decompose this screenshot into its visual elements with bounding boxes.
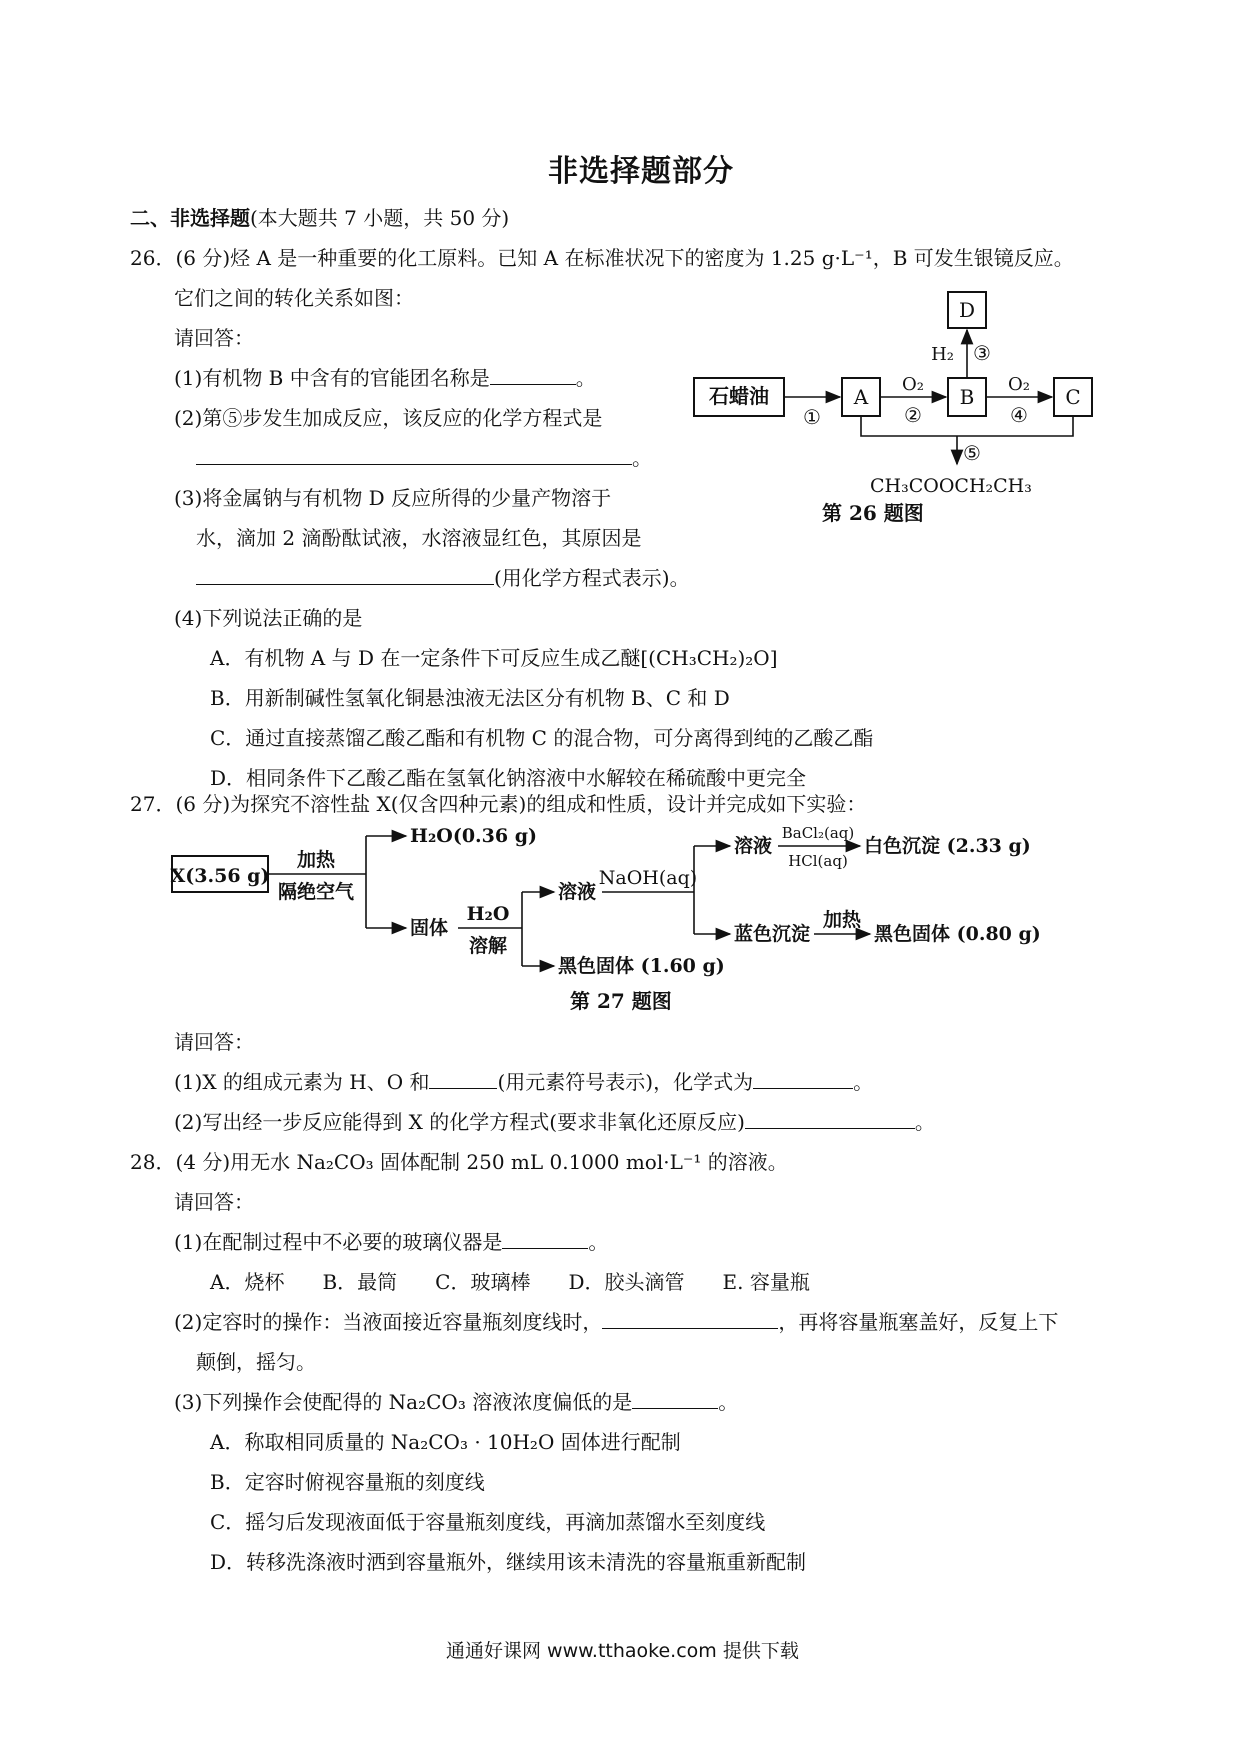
bracket-a-c xyxy=(861,416,1073,436)
q27-part2-text: (2)写出经一步反应能得到 X 的化学方程式(要求非氧化还原反应) xyxy=(174,1110,745,1134)
label-blue: 蓝色沉淀 xyxy=(734,923,811,945)
h2-label: H₂ xyxy=(931,344,954,365)
label-solid: 固体 xyxy=(410,917,449,939)
q27-diagram xyxy=(170,826,1110,1018)
page-title: 非选择题部分 xyxy=(548,154,734,189)
label-white: 白色沉淀 (2.33 g) xyxy=(864,835,1031,857)
q28-part1-options xyxy=(210,1270,810,1294)
q26-part2-answer xyxy=(196,446,652,470)
q26-part2: (2)第⑤步发生加成反应，该反应的化学方程式是 xyxy=(174,406,603,430)
step-5: ⑤ xyxy=(963,441,981,465)
footer-source: 通通好课网 www.tthaoke.com 提供下载 xyxy=(446,1640,799,1662)
q27-part1 xyxy=(174,1070,873,1094)
step-2: ② xyxy=(904,403,922,427)
o2-label-2: O₂ xyxy=(1008,374,1030,395)
q26-diagram xyxy=(690,290,1120,540)
label-b: B xyxy=(959,385,975,409)
period: 。 xyxy=(718,1390,739,1414)
q26-stem-2: 它们之间的转化关系如图： xyxy=(174,286,414,310)
step-4: ④ xyxy=(1010,403,1028,427)
label-product: CH₃COOCH₂CH₃ xyxy=(870,475,1032,497)
label-heat: 加热 xyxy=(296,849,336,871)
label-x: X(3.56 g) xyxy=(170,865,270,887)
q27-part1-text-a: (1)X 的组成元素为 H、O 和 xyxy=(174,1070,430,1094)
answer-blank[interactable] xyxy=(745,1110,915,1129)
q28-option-3a: A．称取相同质量的 Na₂CO₃ · 10H₂O 固体进行配制 xyxy=(210,1430,681,1454)
q28-option-c: C．玻璃棒 xyxy=(435,1270,531,1294)
q28-option-3b: B．定容时俯视容量瓶的刻度线 xyxy=(210,1470,485,1494)
q28-ask: 请回答： xyxy=(174,1190,254,1214)
o2-label-1: O₂ xyxy=(902,374,924,395)
answer-blank[interactable] xyxy=(502,1230,588,1249)
answer-blank[interactable] xyxy=(490,366,576,385)
q28-option-e: E. 容量瓶 xyxy=(722,1270,810,1294)
answer-blank[interactable] xyxy=(602,1310,778,1329)
q26-part3-line2: 水，滴加 2 滴酚酞试液，水溶液显红色，其原因是 xyxy=(196,526,642,550)
period: 。 xyxy=(632,446,652,470)
section-head: 二、非选择题 xyxy=(130,206,250,230)
label-heat2: 加热 xyxy=(822,909,862,931)
label-water: H₂O(0.36 g) xyxy=(410,826,537,847)
period: 。 xyxy=(588,1230,609,1254)
label-h2o: H₂O xyxy=(466,903,510,925)
label-d: D xyxy=(958,298,976,322)
q28-stem: 28．(4 分)用无水 Na₂CO₃ 固体配制 250 mL 0.1000 mol·L⁻¹ 的溶液。 xyxy=(130,1150,788,1174)
answer-blank[interactable] xyxy=(429,1070,497,1089)
diagram-caption: 第 26 题图 xyxy=(822,501,924,525)
q28-part2 xyxy=(174,1310,1058,1334)
label-black2: 黑色固体 (0.80 g) xyxy=(874,923,1041,945)
q26-ask: 请回答： xyxy=(174,326,254,350)
q28-part2-text-a: (2)定容时的操作：当液面接近容量瓶刻度线时， xyxy=(174,1310,603,1334)
section-heading xyxy=(130,206,509,230)
diagram-caption: 第 27 题图 xyxy=(570,989,672,1013)
q27-part2 xyxy=(174,1110,935,1134)
q28-part2-text-b: ，再将容量瓶塞盖好，反复上下 xyxy=(778,1310,1059,1334)
q28-option-d: D．胶头滴管 xyxy=(568,1270,685,1294)
period: 。 xyxy=(914,1110,935,1134)
q26-option-c: C．通过直接蒸馏乙酸乙酯和有机物 C 的混合物，可分离得到纯的乙酸乙酯 xyxy=(210,726,874,750)
label-start: 石蜡油 xyxy=(709,384,769,408)
q28-part1-text: (1)在配制过程中不必要的玻璃仪器是 xyxy=(174,1230,503,1254)
label-no-air: 隔绝空气 xyxy=(277,881,355,903)
q28-option-a: A．烧杯 xyxy=(210,1270,285,1294)
label-a: A xyxy=(853,385,869,409)
label-dissolve: 溶解 xyxy=(468,935,508,957)
answer-blank[interactable] xyxy=(196,446,632,465)
q28-part2-cont: 颠倒，摇匀。 xyxy=(196,1350,316,1374)
step-3: ③ xyxy=(973,341,991,365)
label-solution2: 溶液 xyxy=(734,835,773,857)
section-note: (本大题共 7 小题，共 50 分) xyxy=(250,206,510,230)
period: 。 xyxy=(575,366,596,390)
q26-stem: 26．(6 分)烃 A 是一种重要的化工原料。已知 A 在标准状况下的密度为 1.25 g·L⁻¹，B 可发生银镜反应。 xyxy=(130,246,1074,270)
q28-option-b: B．最筒 xyxy=(322,1270,398,1294)
label-naoh: NaOH(aq) xyxy=(598,867,698,889)
q26-part3-tail: (用化学方程式表示)。 xyxy=(494,566,690,590)
answer-blank[interactable] xyxy=(196,566,494,585)
period: 。 xyxy=(853,1070,874,1094)
q28-part1 xyxy=(174,1230,608,1254)
label-hcl: HCl(aq) xyxy=(788,852,848,870)
label-bacl2: BaCl₂(aq) xyxy=(781,826,855,842)
q28-option-3c: C．摇匀后发现液面低于容量瓶刻度线，再滴加蒸馏水至刻度线 xyxy=(210,1510,766,1534)
step-1: ① xyxy=(803,405,821,429)
q27-part1-text-b: (用元素符号表示)，化学式为 xyxy=(497,1070,754,1094)
q26-option-a: A．有机物 A 与 D 在一定条件下可反应生成乙醚[(CH₃CH₂)₂O] xyxy=(210,646,778,670)
q26-part1-text: (1)有机物 B 中含有的官能团名称是 xyxy=(174,366,490,390)
q27-ask: 请回答： xyxy=(174,1030,254,1054)
answer-blank[interactable] xyxy=(632,1390,718,1409)
q26-part3-line3 xyxy=(196,566,690,590)
q26-part3-line1: (3)将金属钠与有机物 D 反应所得的少量产物溶于 xyxy=(174,486,612,510)
label-black1: 黑色固体 (1.60 g) xyxy=(558,955,725,977)
label-c: C xyxy=(1065,385,1081,409)
q26-part4: (4)下列说法正确的是 xyxy=(174,606,363,630)
q26-option-d: D．相同条件下乙酸乙酯在氢氧化钠溶液中水解较在稀硫酸中更完全 xyxy=(210,766,807,790)
q28-option-3d: D．转移洗涤液时洒到容量瓶外，继续用该未清洗的容量瓶重新配制 xyxy=(210,1550,807,1574)
q27-stem: 27．(6 分)为探究不溶性盐 X(仅含四种元素)的组成和性质，设计并完成如下实验： xyxy=(130,792,867,816)
q28-part3-text: (3)下列操作会使配得的 Na₂CO₃ 溶液浓度偏低的是 xyxy=(174,1390,633,1414)
label-solution: 溶液 xyxy=(558,881,597,903)
q28-part3 xyxy=(174,1390,738,1414)
q26-option-b: B．用新制碱性氢氧化铜悬浊液无法区分有机物 B、C 和 D xyxy=(210,686,730,710)
q26-part1 xyxy=(174,366,596,390)
answer-blank[interactable] xyxy=(753,1070,853,1089)
